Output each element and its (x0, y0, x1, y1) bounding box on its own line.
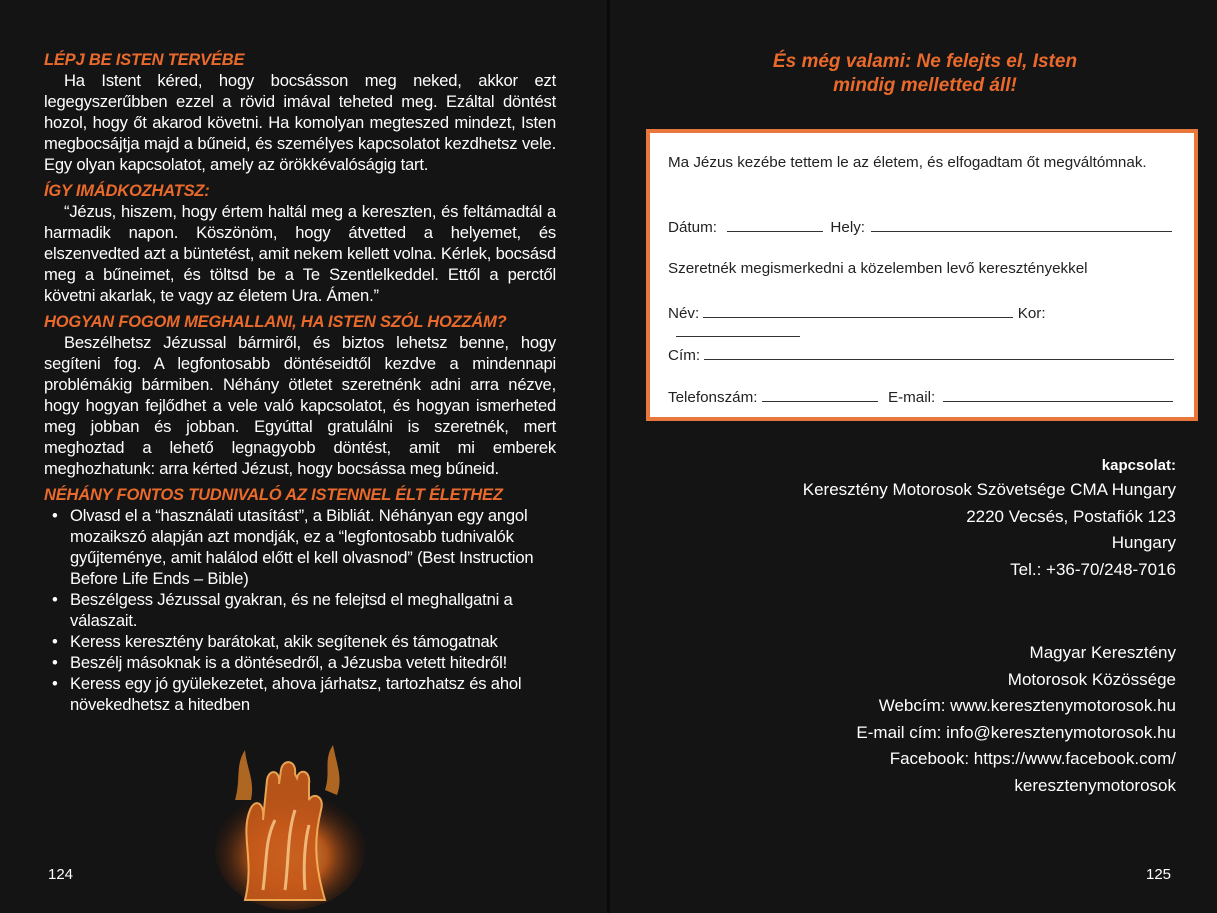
list-item (44, 505, 556, 589)
community-block (856, 640, 1176, 799)
bullet-icon: • (52, 653, 58, 672)
website-text: Webcím: www.keresztenymotorosok.hu (878, 696, 1176, 715)
meet-christians-text: Szeretnék megismerkedni a közelemben levő keresztényekkel (668, 260, 1088, 277)
flaming-hand-illustration (205, 740, 365, 910)
list-item-text: Keress egy jó gyülekezetet, ahova járhatsz, tartozhatsz és ahol növekedhetsz a hitedben (70, 674, 522, 714)
list-item (44, 589, 556, 631)
reminder-heading (700, 50, 1150, 98)
address-field[interactable] (704, 345, 1174, 360)
contact-label: kapcsolat: (1101, 457, 1176, 474)
section-paragraph: Beszélhetsz Jézussal bármiről, és biztos lehetsz benne, hogy segíteni fog. A legfontosabb döntéseidtől kezdve a mindennapi problémákig bármiben. Néhány ötletet szeretnénk adni arra nézve, hogy hogyan fejlődhet a vele való kapcsolatot, és hogyan ismerheted meg jobban és jobban. Egyúttal gratulálni is szeretnék, mert meghoztad a lehető legnagyobb döntést, amit mi emberek meghozhatunk: arra kérted Jézust, hogy bocsássa meg bűneid. (44, 333, 556, 478)
community-name-line: Motorosok Közössége (1007, 669, 1176, 689)
bullet-icon: • (52, 590, 58, 609)
place-label: Hely: (830, 219, 866, 236)
community-name-line: Magyar Keresztény (1029, 643, 1176, 662)
place-field[interactable] (871, 217, 1172, 232)
bullet-icon: • (52, 674, 58, 693)
name-field[interactable] (703, 303, 1013, 318)
age-label: Kor: (1017, 305, 1046, 322)
left-page-content (44, 50, 556, 715)
address-row (668, 345, 1176, 364)
phone-label: Telefonszám: (668, 389, 758, 406)
list-item (44, 673, 556, 715)
organization-name: Keresztény Motorosok Szövetsége CMA Hungary (802, 480, 1176, 499)
section-heading: HOGYAN FOGOM MEGHALLANI, HA ISTEN SZÓL HOZZÁM? (44, 313, 507, 331)
email-label: E-mail: (887, 389, 936, 406)
reminder-line: mindig melletted áll! (833, 75, 1017, 96)
postal-address: 2220 Vecsés, Postafiók 123 (966, 506, 1176, 526)
contact-block (803, 455, 1176, 583)
list-item-text: Keress keresztény barátokat, akik segítenek és támogatnak (70, 632, 498, 651)
date-field[interactable] (727, 217, 823, 232)
age-field[interactable] (676, 322, 800, 337)
page-number-right: 125 (1146, 866, 1172, 883)
facebook-text: Facebook: https://www.facebook.com/ (889, 749, 1176, 768)
phone-field[interactable] (762, 387, 878, 402)
page-gutter (607, 0, 610, 913)
name-label: Név: (668, 305, 700, 322)
country: Hungary (1111, 533, 1176, 552)
list-item-text: Beszélgess Jézussal gyakran, és ne felejtsd el meghallgatni a válaszait. (70, 590, 513, 630)
reminder-line: És még valami: Ne felejts el, Isten (772, 51, 1078, 72)
email-field[interactable] (943, 387, 1173, 402)
date-label: Dátum: (668, 219, 717, 236)
list-item-text: Olvasd el a “használati utasítást”, a Bibliát. Néhányan egy angol mozaikszó alapján azt mondják, ez a “legfontosabb tudnivalók gyűjteménye, amit halálod előtt el kell olvasnod” (Best Instruction Before Life Ends – Bible) (70, 506, 534, 588)
date-place-row (668, 217, 1176, 236)
name-age-row (668, 303, 1176, 341)
address-label: Cím: (668, 347, 701, 364)
page-number-left: 124 (48, 866, 74, 883)
bullet-icon: • (52, 632, 58, 651)
tips-list (44, 505, 556, 715)
phone-email-row (668, 387, 1176, 406)
prayer-paragraph: “Jézus, hiszem, hogy értem haltál meg a kereszten, és feltámadtál a harmadik napon. Köszönöm, hogy átvetted a helyemet, és elszenvedted azt a büntetést, amit nekem kellett volna. Kérlek, bocsásd meg a bűneimet, és töltsd be a Te Szentlelkeddel. Ettől a perctől követni akarlak, te vagy az életem Ura. Ámen.” (44, 202, 556, 305)
facebook-text: keresztenymotorosok (1014, 775, 1176, 795)
email-text: E-mail cím: info@keresztenymotorosok.hu (856, 722, 1176, 742)
list-item-text: Beszélj másoknak is a döntésedről, a Jézusba vetett hitedről! (70, 653, 507, 672)
phone-number: Tel.: +36-70/248-7016 (1010, 559, 1176, 579)
list-item (44, 652, 556, 673)
list-item (44, 631, 556, 652)
section-heading: LÉPJ BE ISTEN TERVÉBE (44, 51, 245, 69)
section-heading: NÉHÁNY FONTOS TUDNIVALÓ AZ ISTENNEL ÉLT ÉLETHEZ (44, 486, 503, 504)
decision-card (646, 129, 1198, 421)
section-paragraph: Ha Istent kéred, hogy bocsásson meg neked, akkor ezt legegyszerűbben ezzel a rövid imával teheted meg. Ezáltal döntést hozol, hogy őt akarod követni. Ha komolyan megteszed mindezt, Isten megbocsájtja majd a bűneid, és személyes kapcsolatot kezdhetsz vele. Egy olyan kapcsolatot, amely az örökkévalóságig tart. (44, 71, 556, 174)
bullet-icon: • (52, 506, 58, 525)
decision-statement: Ma Jézus kezébe tettem le az életem, és elfogadtam őt megváltómnak. (668, 154, 1147, 171)
section-heading: ÍGY IMÁDKOZHATSZ: (44, 182, 210, 200)
